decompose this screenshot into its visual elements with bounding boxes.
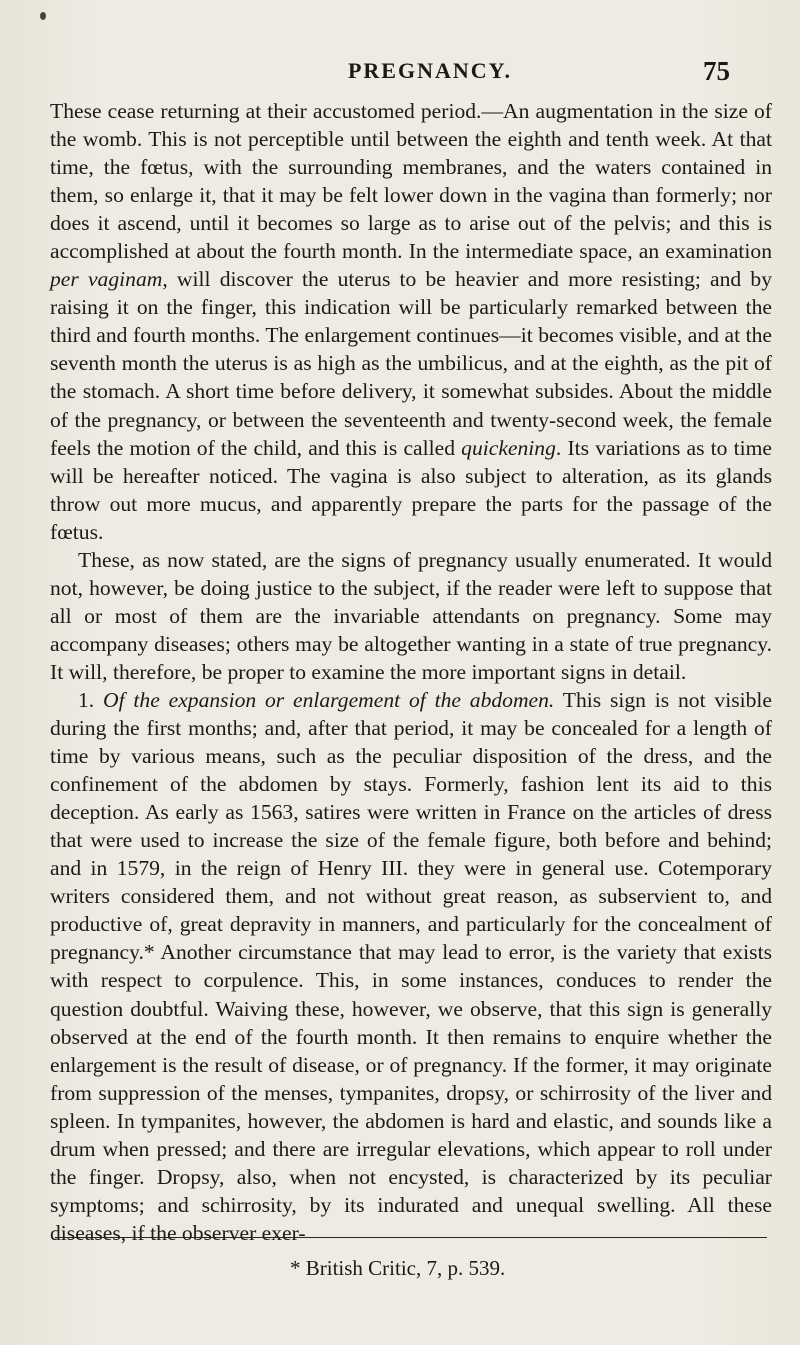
section-number: 1. — [78, 687, 104, 712]
italic-term-per-vaginam: per vaginam — [50, 267, 163, 292]
page-header — [60, 58, 760, 92]
text-segment: , will discover the uterus to be heavier and more resisting; and by raising it on the finger, this indication will be particularly remarked between the third and fourth months. The enlargement continues—it becomes visible, and at the seventh month the uterus is as high as the umbilicus, and at the eighth, as the pit of the stomach. A short time before delivery, it somewhat subsides. About the middle of the pregnancy, or between the seventeenth and twenty-second week, the female feels the motion of the child, and this is called — [50, 267, 772, 460]
footnote: * British Critic, 7, p. 539. — [290, 1256, 506, 1280]
paragraph-3 — [50, 686, 772, 1247]
paragraph-1 — [50, 97, 772, 546]
ink-speck — [40, 12, 46, 20]
italic-term-quickening: quickening — [461, 435, 556, 460]
paragraph-2 — [50, 546, 772, 686]
text-segment: . Its variations as to time will be hereafter noticed. The vagina is also subject to alteration, as its glands throw out more mucus, and apparently prepare the parts for the passage of the fœtus. — [50, 435, 772, 544]
footnote-divider — [55, 1237, 767, 1238]
section-heading: Of the expansion or enlargement of the abdomen. — [103, 687, 555, 712]
running-head: PREGNANCY. — [347, 58, 513, 83]
body-text — [50, 97, 772, 1247]
text-segment: This sign is not visible during the first months; and, after that period, it may be concealed for a length of time by various means, such as the peculiar disposition of the dress, and the confinement of the abdomen by stays. Formerly, fashion lent its aid to this deception. As early as 1563, satires were written in France on the articles of dress that were used to increase the size of the female figure, both before and behind; and in 1579, in the reign of Henry III. they were in general use. Cotemporary writers considered them, and not without great reason, as subservient to, and productive of, great depravity in manners, and particularly for the concealment of pregnancy.* Another circumstance that may lead to error, is the variety that exists with respect to corpulence. This, in some instances, conduces to render the question doubtful. Waiving these, however, we observe, that this sign is generally observed at the end of the fourth month. It then remains to enquire whether the enlargement is the result of disease, or of pregnancy. If the former, it may originate from suppression of the menses, tympanites, dropsy, or schirrosity of the liver and spleen. In tympanites, however, the abdomen is hard and elastic, and sounds like a drum when pressed; and there are irregular elevations, which appear to roll under the finger. Dropsy, also, when not encysted, is characterized by its peculiar symptoms; and schirrosity, by its indurated and unequal swelling. All these diseases, if the observer exer- — [50, 687, 772, 1245]
text-segment: These cease returning at their accustomed period.—An augmentation in the size of the womb. This is not perceptible until between the eighth and tenth week. At that time, the fœtus, with the surrounding membranes, and the waters contained in them, so enlarge it, that it may be felt lower down in the vagina than formerly; nor does it ascend, until it becomes so large as to arise out of the pelvis; and this is accomplished at about the fourth month. In the intermediate space, an examination — [50, 99, 772, 264]
text-segment: These, as now stated, are the signs of pregnancy usually enumerated. It would not, however, be doing justice to the subject, if the reader were left to suppose that all or most of them are the invariable attendants on pregnancy. Some may accompany diseases; others may be altogether wanting in a state of true pregnancy. It will, therefore, be proper to examine the more important signs in detail. — [50, 547, 772, 684]
page-number: 75 — [703, 56, 730, 86]
